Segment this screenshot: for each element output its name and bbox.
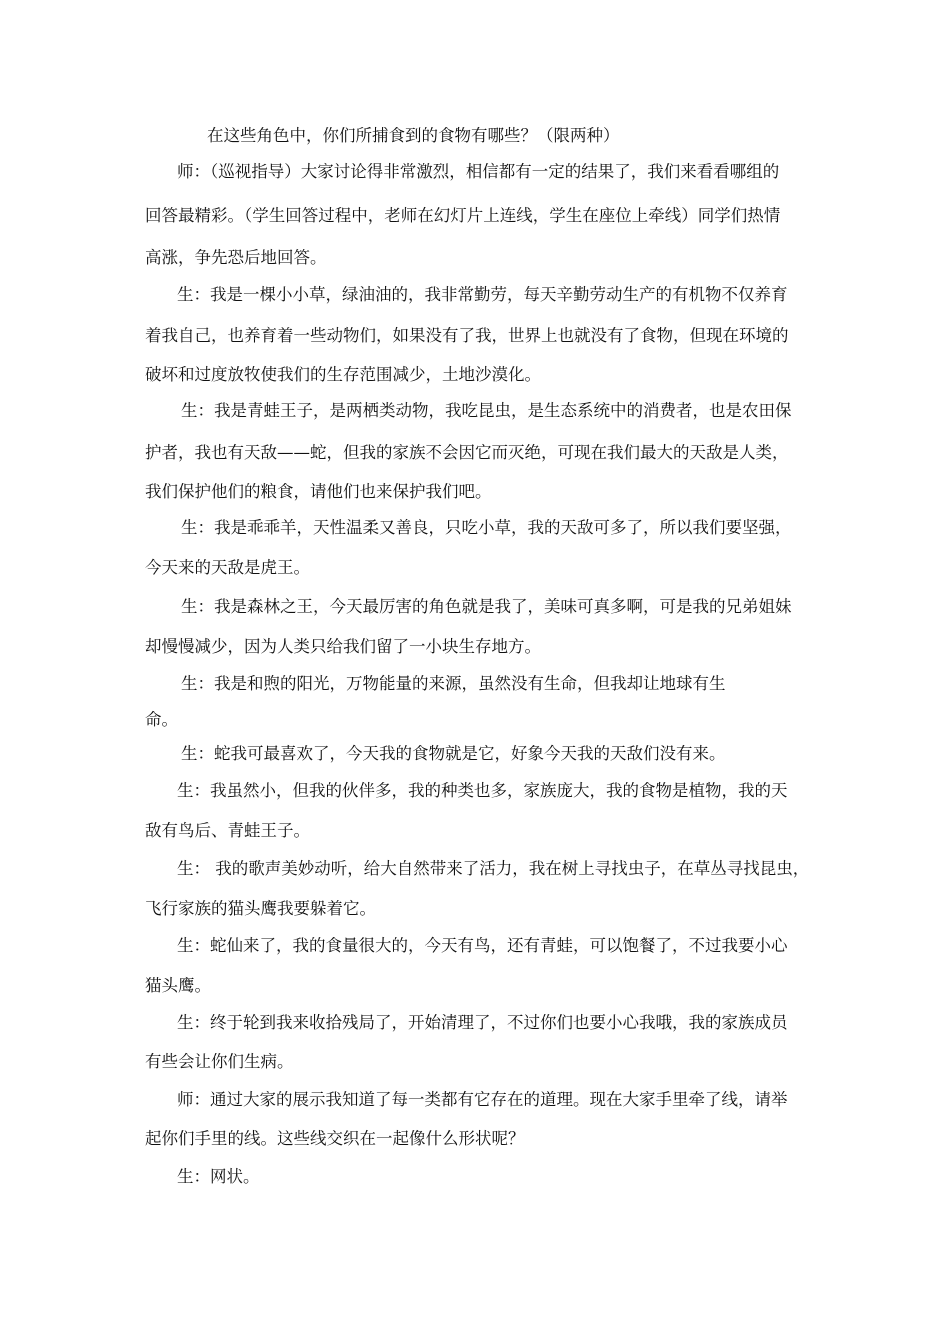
text-line: 生：蛇仙来了，我的食量很大的，今天有鸟，还有青蛙，可以饱餐了，不过我要小心 [177, 936, 788, 955]
text-line: 有些会让你们生病。 [145, 1052, 294, 1071]
text-line: 师：（巡视指导）大家讨论得非常激烈，相信都有一定的结果了，我们来看看哪组的 [177, 162, 780, 181]
text-line: 生：我虽然小，但我的伙伴多，我的种类也多，家族庞大，我的食物是植物，我的天 [177, 781, 788, 800]
text-line: 高涨，争先恐后地回答。 [145, 248, 327, 267]
text-line: 我们保护他们的粮食，请他们也来保护我们吧。 [145, 482, 492, 501]
text-line: 破坏和过度放牧使我们的生存范围减少，土地沙漠化。 [145, 365, 541, 384]
text-line: 生：我是青蛙王子，是两栖类动物，我吃昆虫，是生态系统中的消费者，也是农田保 [181, 401, 792, 420]
text-line: 护者，我也有天敌——蛇，但我的家族不会因它而灭绝，可现在我们最大的天敌是人类， [145, 443, 789, 462]
text-line: 生：我是一棵小小草，绿油油的，我非常勤劳，每天辛勤劳动生产的有机物不仅养育 [177, 285, 788, 304]
text-line: 回答最精彩。（学生回答过程中，老师在幻灯片上连线，学生在座位上牵线）同学们热情 [145, 206, 781, 225]
text-line: 生：蛇我可最喜欢了，今天我的食物就是它，好象今天我的天敌们没有来。 [181, 744, 726, 763]
text-line: 生： 我的歌声美妙动听，给大自然带来了活力，我在树上寻找虫子，在草丛寻找昆虫， [177, 859, 810, 878]
text-line: 飞行家族的猫头鹰我要躲着它。 [145, 899, 376, 918]
text-line: 生：我是乖乖羊，天性温柔又善良，只吃小草，我的天敌可多了，所以我们要坚强， [181, 518, 792, 537]
text-line: 起你们手里的线。这些线交织在一起像什么形状呢？ [145, 1129, 525, 1148]
text-line: 生：网状。 [177, 1167, 260, 1186]
text-line: 命。 [145, 710, 178, 729]
text-line: 今天来的天敌是虎王。 [145, 558, 310, 577]
text-line: 生：我是森林之王，今天最厉害的角色就是我了，美味可真多啊，可是我的兄弟姐妹 [181, 597, 792, 616]
text-line: 却慢慢减少，因为人类只给我们留了一小块生存地方。 [145, 637, 541, 656]
text-line: 着我自己，也养育着一些动物们，如果没有了我，世界上也就没有了食物，但现在环境的 [145, 326, 789, 345]
text-line: 生：我是和煦的阳光，万物能量的来源，虽然没有生命，但我却让地球有生 [181, 674, 726, 693]
text-line: 生：终于轮到我来收拾残局了，开始清理了，不过你们也要小心我哦，我的家族成员 [177, 1013, 788, 1032]
text-line: 敌有鸟后、青蛙王子。 [145, 821, 310, 840]
text-line: 师：通过大家的展示我知道了每一类都有它存在的道理。现在大家手里牵了线，请举 [177, 1090, 788, 1109]
text-line: 猫头鹰。 [145, 976, 211, 995]
text-line: 在这些角色中，你们所捕食到的食物有哪些？（限两种） [207, 126, 620, 145]
